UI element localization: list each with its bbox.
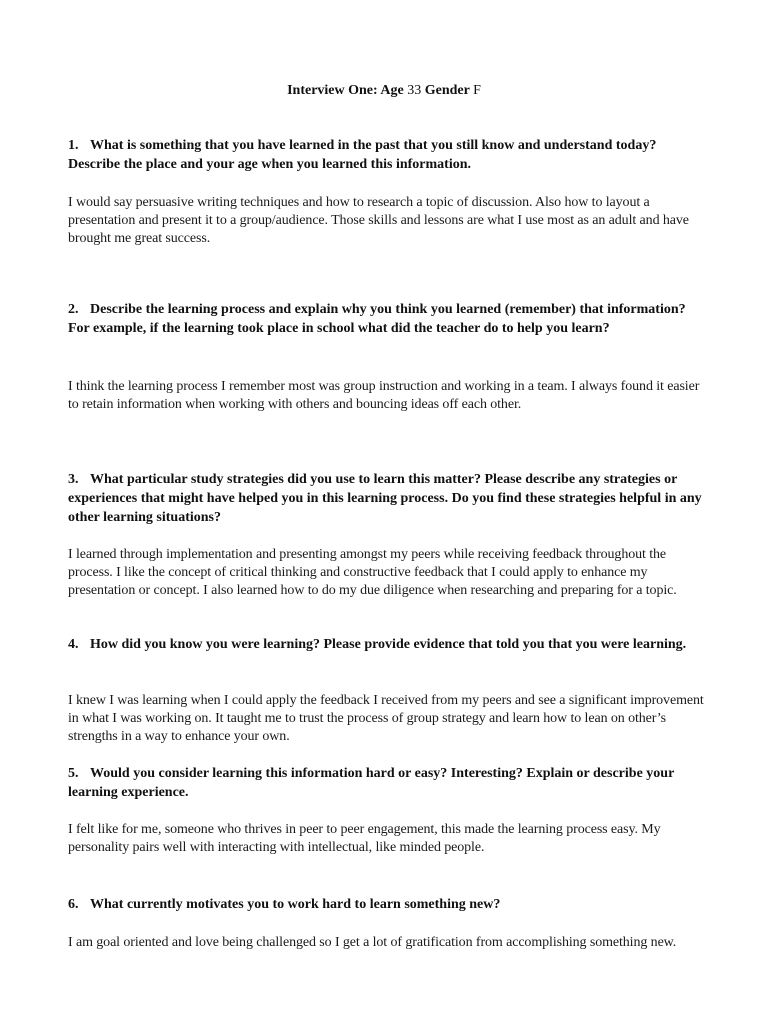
question-number: 1. [68,138,79,153]
question-number: 5. [68,766,79,781]
question-6 [68,895,708,914]
title-gender: F [473,83,481,98]
answer-3: I learned through implementation and presenting amongst my peers while receiving feedback throughout the process. I like the concept of critical thinking and constructive feedback that I could apply to enhance my presentation or concept. I also learned how to do my due diligence when researching and preparing for a topic. [68,547,677,598]
answer-2: I think the learning process I remember most was group instruction and working in a team. I always found it easier to retain information when working with others and bouncing ideas off each other. [68,379,700,412]
answer-1: I would say persuasive writing techniques and how to research a topic of discussion. Also how to layout a presentation and present it to a group/audience. Those skills and lessons are what I use most as an adult and have brought me great success. [68,195,689,246]
question-2 [68,300,708,338]
question-text: What is something that you have learned in the past that you still know and understand today? Describe the place and your age when you learned this information. [68,138,657,172]
title-age: 33 [407,83,422,98]
question-1 [68,136,708,174]
question-text: What particular study strategies did you use to learn this matter? Please describe any strategies or experiences that might have helped you in this learning process. Do you find these strategies helpful in any other learning situations? [68,472,702,525]
answer-6: I am goal oriented and love being challenged so I get a lot of gratification from accomplishing something new. [68,935,677,950]
question-number: 3. [68,472,79,487]
page-title [0,82,768,100]
question-number: 2. [68,302,79,317]
question-number: 6. [68,897,79,912]
question-5 [68,764,708,802]
question-text: Would you consider learning this information hard or easy? Interesting? Explain or describe your learning experience. [68,766,675,800]
question-text: Describe the learning process and explain why you think you learned (remember) that information? For example, if the learning took place in school what did the teacher do to help you learn? [68,302,686,336]
question-number: 4. [68,637,79,652]
question-3 [68,470,708,527]
title-prefix: Interview One: Age [287,83,404,98]
question-text: How did you know you were learning? Please provide evidence that told you that you were learning. [90,637,687,652]
title-gender-label: Gender [424,83,470,98]
answer-4: I knew I was learning when I could apply the feedback I received from my peers and see a significant improvement in what I was working on. It taught me to trust the process of group strategy and learn how to lean on other’s strengths in a way to enhance your own. [68,693,704,744]
question-4 [68,635,708,654]
answer-5: I felt like for me, someone who thrives in peer to peer engagement, this made the learning process easy. My personality pairs well with interacting with intellectual, like minded people. [68,822,661,855]
question-text: What currently motivates you to work hard to learn something new? [90,897,501,912]
